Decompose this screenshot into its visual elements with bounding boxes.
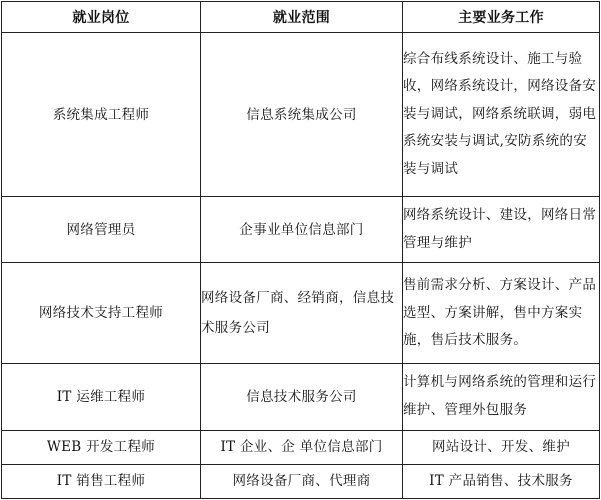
cell-scope: 企事业单位信息部门 <box>201 197 403 263</box>
cell-position: IT 销售工程师 <box>2 464 201 498</box>
cell-scope: IT 企业、企 单位信息部门 <box>201 430 403 464</box>
table-row <box>2 197 600 263</box>
cell-position: IT 运维工程师 <box>2 364 201 430</box>
cell-duties: 综合布线系统设计、施工与验收，网络系统设计，网络设备安装与调试，网络系统联调，弱电系统安装与调试,安防系统的安装与调试 <box>403 33 600 197</box>
cell-position: 系统集成工程师 <box>2 33 201 197</box>
header-position: 就业岗位 <box>2 2 201 33</box>
cell-position: 网络管理员 <box>2 197 201 263</box>
cell-scope: 网络设备厂商、经销商，信息技术服务公司 <box>201 263 403 364</box>
table-row <box>2 464 600 498</box>
table-header-row <box>2 2 600 33</box>
cell-duties: IT 产品销售、技术服务 <box>403 464 600 498</box>
cell-position: WEB 开发工程师 <box>2 430 201 464</box>
table-row <box>2 263 600 364</box>
cell-duties: 网络系统设计、建设，网络日常管理与维护 <box>403 197 600 263</box>
cell-scope: 信息系统集成公司 <box>201 33 403 197</box>
cell-scope: 信息技术服务公司 <box>201 364 403 430</box>
cell-duties: 计算机与网络系统的管理和运行维护、管理外包服务 <box>403 364 600 430</box>
cell-scope: 网络设备厂商、代理商 <box>201 464 403 498</box>
cell-duties: 网站设计、开发、维护 <box>403 430 600 464</box>
table-row <box>2 364 600 430</box>
table-row <box>2 33 600 197</box>
header-scope: 就业范围 <box>201 2 403 33</box>
header-duties: 主要业务工作 <box>403 2 600 33</box>
cell-duties: 售前需求分析、方案设计、产品选型、方案讲解，售中方案实施，售后技术服务。 <box>403 263 600 364</box>
cell-position: 网络技术支持工程师 <box>2 263 201 364</box>
table-row <box>2 430 600 464</box>
jobs-table <box>1 1 600 499</box>
